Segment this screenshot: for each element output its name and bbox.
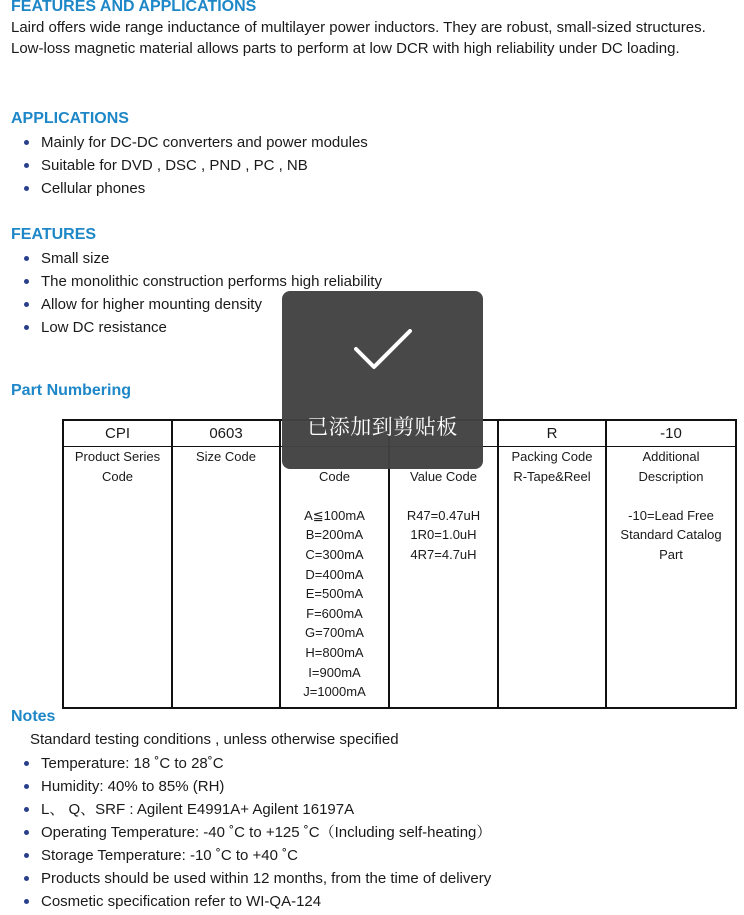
description-line: R47=0.47uH bbox=[406, 507, 481, 523]
list-item: L、 Q、SRF : Agilent E4991A+ Agilent 16197A bbox=[0, 798, 491, 821]
list-item: Small size bbox=[0, 247, 382, 270]
code-cell: CPI bbox=[63, 420, 172, 447]
toast-message: 已添加到剪贴板 bbox=[307, 416, 458, 439]
list-item: Storage Temperature: -10 ˚C to +40 ˚C bbox=[0, 844, 491, 867]
description-line bbox=[281, 486, 388, 506]
description-row bbox=[63, 447, 736, 709]
description-line: -10=Lead Free bbox=[628, 507, 714, 523]
list-item: Low DC resistance bbox=[0, 316, 382, 339]
description-line: A≦100mA bbox=[304, 507, 365, 523]
code-cell: 0603 bbox=[172, 420, 280, 447]
description-line: Product Series bbox=[74, 449, 161, 464]
description-line: F=600mA bbox=[306, 605, 363, 621]
page-heading: FEATURES AND APPLICATIONS bbox=[11, 0, 257, 15]
intro-paragraph bbox=[11, 17, 706, 59]
list-item: The monolithic construction performs high reliability bbox=[0, 270, 382, 293]
part-numbering-heading: Part Numbering bbox=[11, 382, 132, 399]
description-line: Size Code bbox=[196, 449, 256, 464]
description-line: Additional bbox=[642, 449, 700, 464]
list-item: Operating Temperature: -40 ˚C to +125 ˚C（Including self-heating） bbox=[0, 821, 491, 844]
description-line: E=500mA bbox=[305, 586, 364, 602]
list-item: Cosmetic specification refer to WI-QA-124 bbox=[0, 890, 491, 913]
notes-heading: Notes bbox=[11, 708, 56, 725]
applications-heading: APPLICATIONS bbox=[11, 110, 129, 127]
intro-line: Low-loss magnetic material allows parts to perform at low DCR with high reliability under DC loading. bbox=[11, 40, 680, 57]
description-line: R-Tape&Reel bbox=[513, 468, 591, 484]
description-cell bbox=[498, 447, 606, 709]
description-cell bbox=[63, 447, 172, 709]
description-line: Code bbox=[318, 468, 351, 484]
description-line: Part bbox=[659, 546, 683, 562]
description-line: Description bbox=[638, 468, 704, 484]
checkmark-icon bbox=[354, 329, 412, 371]
description-line: H=800mA bbox=[305, 644, 364, 660]
description-cell bbox=[280, 447, 389, 709]
list-item: Suitable for DVD , DSC , PND , PC , NB bbox=[0, 154, 368, 177]
code-cell: -10 bbox=[606, 420, 736, 447]
description-line: Code bbox=[101, 468, 134, 484]
applications-list bbox=[0, 131, 368, 200]
description-cell bbox=[172, 447, 280, 709]
list-item: Mainly for DC-DC converters and power modules bbox=[0, 131, 368, 154]
list-item: Humidity: 40% to 85% (RH) bbox=[0, 775, 491, 798]
description-line: Value Code bbox=[410, 468, 477, 484]
description-line: B=200mA bbox=[305, 527, 364, 543]
list-item: Allow for higher mounting density bbox=[0, 293, 382, 316]
list-item: Cellular phones bbox=[0, 177, 368, 200]
list-item: Products should be used within 12 months, from the time of delivery bbox=[0, 867, 491, 890]
description-line: G=700mA bbox=[305, 625, 364, 641]
description-line bbox=[390, 486, 497, 506]
code-cell: R bbox=[498, 420, 606, 447]
copied-toast bbox=[282, 291, 483, 469]
notes-intro: Standard testing conditions , unless otherwise specified bbox=[30, 731, 399, 748]
description-cell bbox=[389, 447, 498, 709]
notes-list bbox=[0, 752, 491, 913]
description-line bbox=[607, 486, 735, 506]
description-line: C=300mA bbox=[305, 546, 364, 562]
description-line: Standard Catalog bbox=[620, 527, 722, 543]
description-line: 1R0=1.0uH bbox=[410, 527, 477, 543]
list-item: Temperature: 18 ˚C to 28˚C bbox=[0, 752, 491, 775]
features-heading: FEATURES bbox=[11, 226, 97, 243]
description-cell bbox=[606, 447, 736, 709]
description-line: I=900mA bbox=[308, 664, 361, 680]
intro-line: Laird offers wide range inductance of multilayer power inductors. They are robust, small-sized structures. bbox=[11, 19, 706, 36]
description-line: Packing Code bbox=[511, 449, 593, 464]
description-line: D=400mA bbox=[305, 566, 364, 582]
description-line: 4R7=4.7uH bbox=[410, 546, 477, 562]
description-line: J=1000mA bbox=[303, 684, 366, 700]
